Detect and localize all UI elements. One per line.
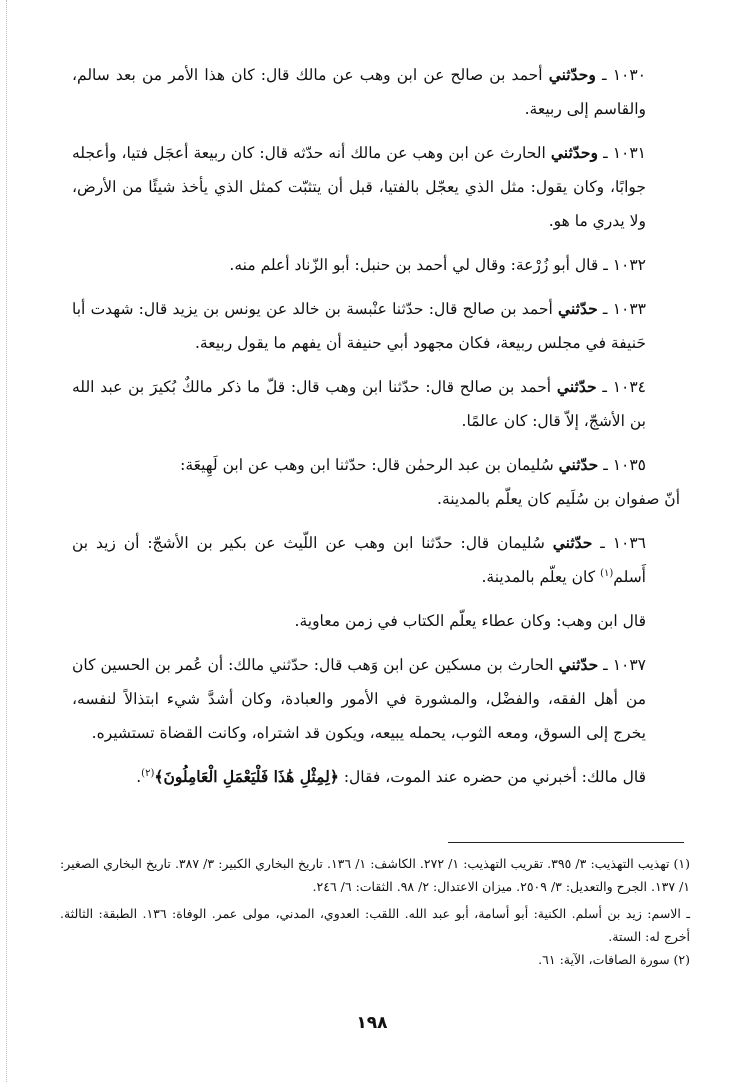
entry-text: أحمد بن صالح قال: حدّثنا عنْبسة بن خالد عن يونس بن يزيد قال: شهدت أبا حَنيفة في مجلس ربيعة، فكان مجهود أبي حنيفة أن يفهم ما يقول ربيعة. — [72, 300, 646, 352]
entry-text: قال مالك: أخبرني من حضره عند الموت، فقال: — [338, 768, 646, 786]
entry-end-mark: . — [136, 768, 142, 786]
entry-1036 — [72, 526, 680, 594]
footnote-1: (١) تهذيب التهذيب: ٣/ ٣٩٥. تقريب التهذيب: ١/ ٢٧٢. الكاشف: ١/ ١٣٦. تاريخ البخاري الكبير: ٣/ ٣٨٧. تاريخ البخاري الصغير: ١/ ١٣٧. الجرح والتعديل: ٣/ ٢٥٠٩. ميزان الاعتدال: ٢/ ٩٨. الثقات: ٦/ ٢٤٦. — [60, 856, 691, 894]
entry-text: أحمد بن صالح عن ابن وهب عن مالك قال: كان هذا الأمر من بعد سالم، والقاسم إلى ربيعة. — [72, 66, 646, 118]
entry-number: ١٠٣٢ ـ — [603, 256, 646, 274]
entry-keyword: وحدّثني — [550, 143, 598, 162]
entry-text: الحارث عن ابن وهب عن مالك أنه حدّثه قال: كان ربيعة أعجَل فتيا، وأعجله جوابًا، وكان يقول: مثل الذي يعجّل بالفتيا، قبل أن يتثبّت كمثل الذي يأخذ شيئًا من الأرض، ولا يدري ما هو. — [72, 144, 646, 230]
entry-1034 — [72, 370, 680, 438]
entry-1035-continuation: أنّ صفوان بن سُلَيم كان يعلّم بالمدينة. — [437, 490, 680, 508]
footnote-2: (٢) سورة الصافات، الآية: ٦١. — [538, 952, 690, 967]
entry-text: الحارث بن مسكين عن ابن وَهب قال: حدّثني مالك: أن عُمر بن الحسين كان من أهل الفقه، والفضْل، والمشورة في الأمور والعبادة، وكان أشدَّ شيء ابتذالاً لنفسه، يخرج إلى السوق، ومعه الثوب، يحمله يبيعه، ويكون قد اشتراه، وكانت القضاة تستشيره. — [72, 656, 646, 742]
entry-number: ١٠٣٦ ـ — [600, 534, 646, 552]
entry-number: ١٠٣٣ ـ — [602, 300, 647, 318]
entry-number: ١٠٣٤ ـ — [602, 378, 646, 396]
entry-1033 — [72, 292, 680, 360]
main-text — [72, 58, 680, 804]
entry-1032 — [72, 248, 680, 282]
entry-keyword: حدّثني — [558, 299, 598, 318]
entry-number: ١٠٣١ ـ — [603, 144, 646, 162]
page-edge-dots — [6, 0, 9, 1082]
footnote-1-bio: ـ الاسم: زيد بن أسلم. الكنية: أبو أسامة، أبو عبد الله. اللقب: العدوي، المدني، مولى عمر. الوفاة: ١٣٦. الطبقة: الثالثة. أخرج له: الستة. — [60, 906, 690, 944]
entry-1031 — [72, 136, 680, 238]
entry-text: سُليمان بن عبد الرحمٰن قال: حدّثنا ابن وهب عن ابن لَهِيعَة: — [180, 456, 554, 474]
entry-number: ١٠٣٧ ـ — [603, 656, 646, 674]
entry-keyword: حدّثني — [558, 455, 599, 474]
entry-number: ١٠٣٠ ـ — [601, 66, 646, 84]
entry-keyword: حدّثني — [552, 533, 593, 552]
entry-keyword: حدّثني — [558, 655, 599, 674]
entry-text: أحمد بن صالح قال: حدّثنا ابن وهب قال: قلّ ما ذكر مالكٌ بُكيرَ بن عبد الله بن الأشجّ، إلاّ قال: كان عالمًا. — [72, 378, 646, 430]
footnote-ref-1[interactable]: (١) — [600, 567, 614, 579]
entry-keyword: وحدّثني — [548, 65, 596, 84]
footnote-ref-2[interactable]: (٢) — [141, 767, 155, 779]
entry-1037-continuation — [72, 760, 680, 794]
entry-1035 — [72, 448, 680, 482]
footnote-separator — [448, 842, 684, 843]
entry-number: ١٠٣٥ ـ — [603, 456, 646, 474]
entry-text-after: كان يعلّم بالمدينة. — [481, 568, 601, 586]
page-number: ١٩٨ — [356, 1013, 388, 1033]
entry-1030 — [72, 58, 680, 126]
entry-1037 — [72, 648, 680, 750]
entry-keyword: حدّثني — [556, 377, 597, 396]
entry-text: قال أبو زُرْعة: وقال لي أحمد بن حنبل: أبو الزّناد أعلم منه. — [229, 256, 599, 274]
quran-quote: ﴿لِمِثْلِ هَٰذَا فَلْيَعْمَلِ الْعَامِلُونَ﴾ — [154, 767, 339, 786]
entry-text: سُليمان قال: حدّثنا ابن وهب عن اللّيث عن بكير بن الأشجّ: أن زيد بن أَسلم — [72, 534, 646, 586]
entry-1036-continuation: قال ابن وهب: وكان عطاء يعلّم الكتاب في زمن معاوية. — [294, 612, 646, 630]
footnotes — [60, 852, 690, 971]
